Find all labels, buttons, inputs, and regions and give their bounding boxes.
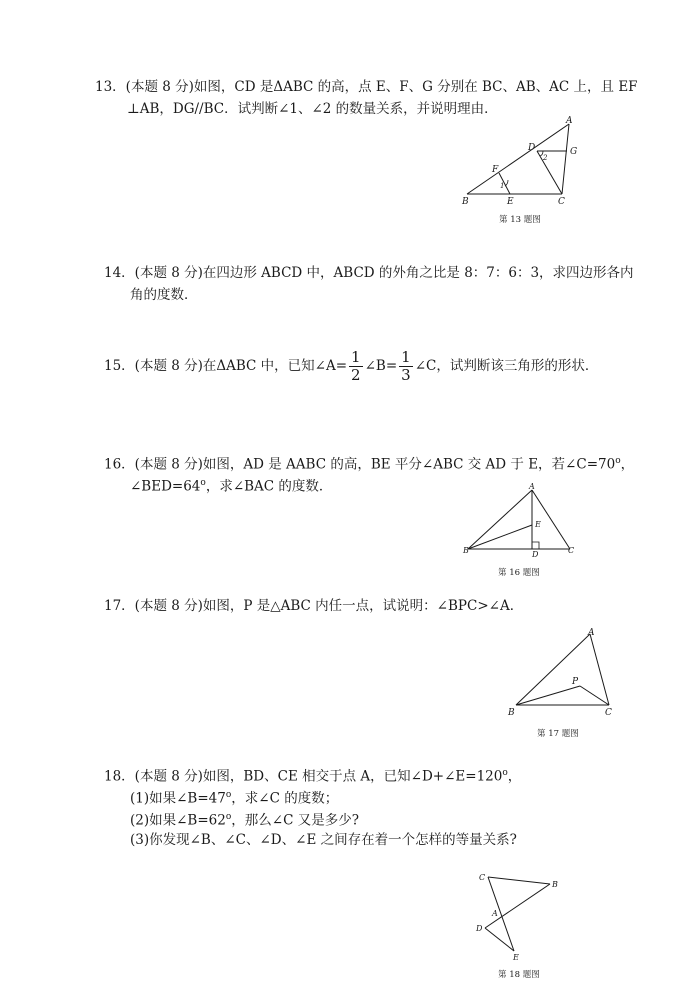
q13-text-line2: ⊥AB，DG//BC．试判断∠1、∠2 的数量关系，并说明理由． — [127, 101, 498, 117]
q15-frac1-denominator: 2 — [351, 366, 361, 384]
q18-text-line2 — [130, 786, 338, 808]
q13-segment-cd — [537, 151, 562, 194]
q13-label-d: D — [528, 143, 536, 153]
q13-label-angle-1: 1 — [500, 182, 505, 190]
q15-fraction-third — [399, 349, 413, 384]
q15-mid: ∠B= — [364, 358, 398, 374]
q13-label-f: F — [492, 165, 499, 175]
q18-line2-main: (1)如果∠B=47 — [130, 790, 226, 807]
q16-line2-end: ，求∠BAC 的度数． — [205, 478, 333, 495]
q18-text-line3 — [130, 808, 359, 830]
q18-line1-degree: o — [502, 768, 508, 778]
q16-line1-main: 16．(本题 8 分)如图，AD 是 AABC 的高，BE 平分∠ABC 交 AD 于 E，若∠C=70 — [104, 456, 616, 473]
q17-label-c: C — [605, 708, 612, 718]
q18-label-d: D — [476, 924, 483, 933]
q17-figure-caption: 第 17 题图 — [537, 729, 579, 739]
q16-line1-degree: o — [615, 456, 621, 466]
q13-edge-ba — [467, 124, 569, 194]
q13-label-a: A — [566, 116, 573, 126]
q15-frac2-denominator: 3 — [401, 366, 411, 384]
q16-line1-end: ， — [620, 456, 635, 473]
q15-frac2-numerator: 1 — [401, 348, 411, 366]
q18-line1-end: ， — [507, 768, 522, 785]
q16-bisector-be — [468, 525, 532, 549]
q18-label-e: E — [513, 953, 519, 962]
q13-figure — [455, 118, 585, 228]
q16-label-d: D — [532, 550, 539, 559]
q16-figure — [458, 480, 583, 580]
q16-label-e: E — [535, 520, 541, 529]
q15-suffix: ∠C，试判断该三角形的形状． — [414, 358, 599, 374]
q18-label-c: C — [479, 873, 486, 882]
q17-text-line1: 17．(本题 8 分)如图，P 是△ABC 内任一点，试说明：∠BPC>∠A． — [104, 598, 524, 614]
q18-line-bd — [485, 884, 550, 928]
q15-frac1-numerator: 1 — [351, 348, 361, 366]
q18-figure-caption: 第 18 题图 — [498, 970, 540, 980]
q18-text-line1 — [104, 764, 521, 786]
q16-edge-ab — [468, 490, 532, 549]
q15-prefix: 15．(本题 8 分)在ΔABC 中，已知∠A= — [104, 358, 348, 374]
q13-figure-caption: 第 13 题图 — [499, 215, 541, 225]
q18-figure — [470, 866, 575, 981]
q13-label-angle-2: 2 — [543, 154, 548, 162]
q16-label-b: B — [463, 546, 469, 555]
q18-line2-degree: o — [225, 790, 232, 800]
q17-label-b: B — [508, 708, 515, 718]
q18-line3-main: (2)如果∠B=62 — [130, 812, 226, 829]
q18-line1-main: 18．(本题 8 分)如图，BD、CE 相交于点 A，已知∠D+∠E=120 — [104, 768, 503, 785]
q17-label-a: A — [588, 628, 595, 638]
q16-text-line2 — [130, 474, 332, 496]
q15-fraction-half — [349, 349, 363, 384]
q16-line2-main: ∠BED=64 — [130, 478, 201, 495]
q14-text-line2: 角的度数． — [130, 287, 198, 303]
q16-label-c: C — [568, 546, 575, 555]
q16-figure-caption: 第 16 题图 — [498, 568, 540, 578]
q18-segment-cb — [488, 877, 550, 884]
q14-text-line1: 14．(本题 8 分)在四边形 ABCD 中，ABCD 的外角之比是 8：7：6：3，求四边形各内 — [104, 265, 634, 281]
q16-line2-degree: o — [200, 478, 206, 488]
q18-line3-degree: o — [225, 812, 232, 822]
q13-label-g: G — [570, 147, 578, 157]
q15-text — [104, 347, 598, 385]
q18-label-a: A — [492, 909, 498, 918]
q18-line3-end: ，那么∠C 又是多少? — [231, 812, 359, 829]
q16-text-line1 — [104, 452, 634, 474]
q13-label-e: E — [507, 197, 514, 207]
q17-figure — [505, 625, 625, 740]
q18-text-line4: (3)你发现∠B、∠C、∠D、∠E 之间存在着一个怎样的等量关系? — [130, 832, 517, 848]
q18-label-b: B — [552, 880, 558, 889]
q18-line2-end: ，求∠C 的度数； — [231, 790, 339, 807]
q17-label-p: P — [572, 677, 579, 687]
q13-text-line1: 13．(本题 8 分)如图，CD 是ΔABC 的高，点 E、F、G 分别在 BC、AB、AC 上，且 EF — [95, 79, 638, 95]
q16-label-a: A — [529, 482, 535, 491]
q13-label-c: C — [558, 197, 565, 207]
q13-edge-ac — [562, 124, 569, 194]
q16-right-angle-mark — [532, 542, 539, 549]
q13-label-b: B — [462, 197, 469, 207]
